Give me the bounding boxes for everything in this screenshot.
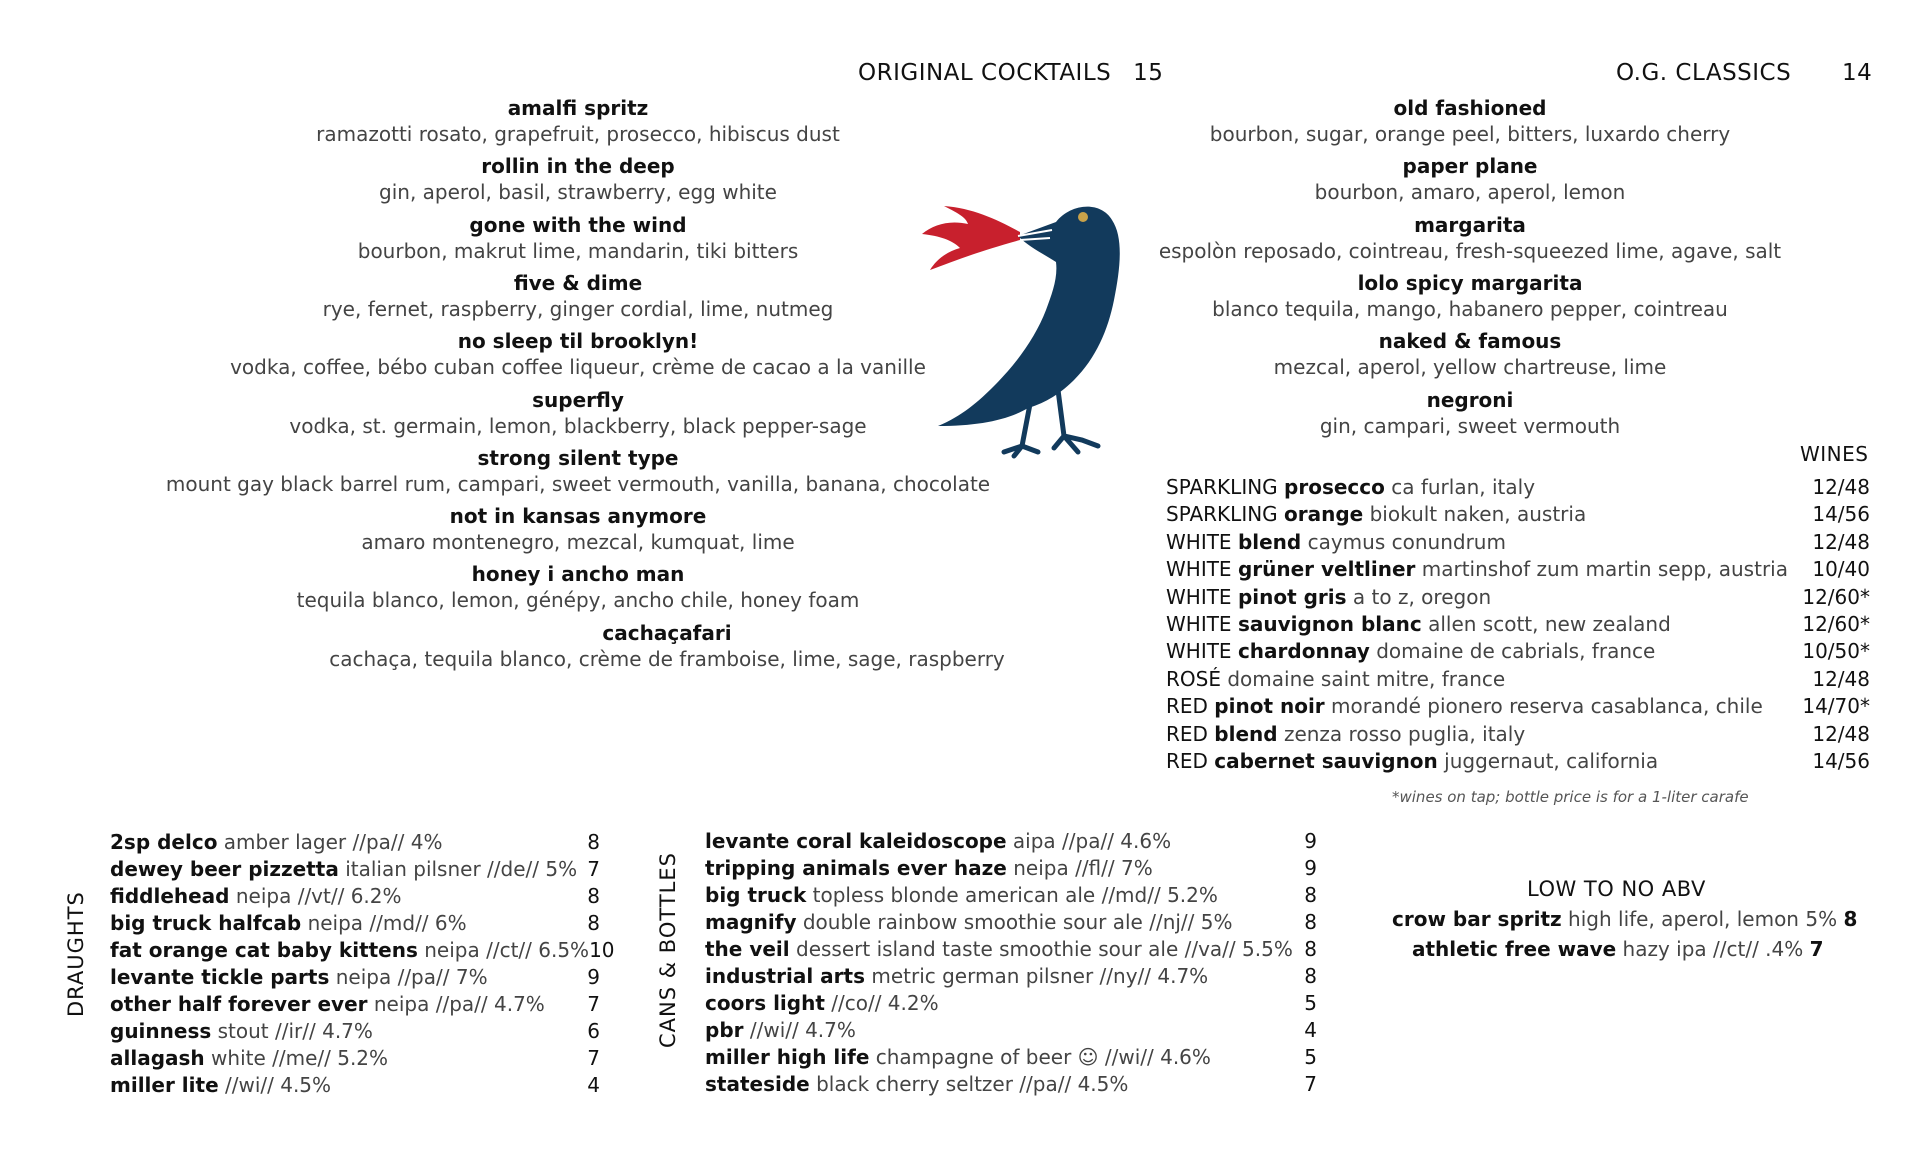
beer-price: 8 bbox=[587, 830, 600, 854]
beer-row bbox=[110, 964, 600, 991]
beer-price: 4 bbox=[1304, 1018, 1317, 1042]
wine-desc: juggernaut, california bbox=[1444, 748, 1659, 773]
wine-price: 10/50* bbox=[1802, 639, 1870, 664]
wine-text bbox=[1166, 584, 1491, 611]
cans-title: CANS & BOTTLES bbox=[656, 852, 680, 1048]
beer-desc: amber lager //pa// 4% bbox=[223, 830, 443, 854]
classic-item bbox=[1150, 387, 1790, 439]
wine-row bbox=[1166, 529, 1870, 556]
wine-desc: zenza rosso puglia, italy bbox=[1283, 721, 1526, 746]
beer-price: 8 bbox=[1304, 910, 1317, 934]
draught-list bbox=[110, 829, 615, 1099]
beer-price: 4 bbox=[587, 1073, 600, 1097]
beer-price: 9 bbox=[587, 965, 600, 989]
cocktail-item bbox=[130, 270, 1026, 322]
beer-price: 8 bbox=[587, 884, 600, 908]
classic-name: negroni bbox=[1426, 387, 1514, 412]
low-abv-price: 7 bbox=[1809, 937, 1824, 961]
cocktail-name: not in kansas anymore bbox=[449, 504, 707, 529]
wine-row bbox=[1166, 748, 1870, 775]
wine-desc: morandé pionero reserva casablanca, chile bbox=[1331, 694, 1763, 719]
wine-text bbox=[1166, 638, 1655, 665]
wine-text bbox=[1166, 529, 1506, 556]
wine-price: 14/70* bbox=[1802, 694, 1870, 719]
cocktail-name: strong silent type bbox=[477, 445, 679, 470]
wine-text bbox=[1166, 556, 1788, 583]
flame-icon bbox=[922, 206, 1020, 270]
wine-desc: ca furlan, italy bbox=[1391, 475, 1536, 499]
beer-text bbox=[110, 1018, 373, 1045]
beer-price: 10 bbox=[589, 938, 615, 962]
classic-desc: mezcal, aperol, yellow chartreuse, lime bbox=[1273, 355, 1667, 380]
wine-name: cabernet sauvignon bbox=[1214, 748, 1438, 773]
beer-row bbox=[705, 963, 1317, 990]
low-abv-row bbox=[1412, 937, 1824, 961]
beer-desc: double rainbow smoothie sour ale //nj// 5% bbox=[802, 910, 1233, 934]
wine-row bbox=[1166, 638, 1870, 665]
beer-price: 8 bbox=[1304, 964, 1317, 988]
beer-price: 9 bbox=[1304, 829, 1317, 853]
beer-name: levante coral kaleidoscope bbox=[705, 829, 1007, 853]
cocktail-item bbox=[130, 561, 1026, 613]
beer-name: levante tickle parts bbox=[110, 965, 330, 989]
wine-desc: biokult naken, austria bbox=[1369, 502, 1587, 527]
wine-desc: domaine de cabrials, france bbox=[1376, 639, 1656, 664]
cocktail-name: rollin in the deep bbox=[481, 154, 675, 179]
classic-name: naked & famous bbox=[1378, 329, 1562, 354]
beer-desc: neipa //fl// 7% bbox=[1013, 856, 1153, 880]
beer-name: other half forever ever bbox=[110, 992, 368, 1016]
crow-logo-icon bbox=[918, 190, 1128, 460]
cocktail-desc: vodka, st. germain, lemon, blackberry, black pepper-sage bbox=[289, 413, 867, 438]
wine-category: WHITE bbox=[1166, 557, 1232, 582]
wines-title: WINES bbox=[1800, 442, 1869, 466]
classic-item bbox=[1150, 95, 1790, 147]
beer-desc: italian pilsner //de// 5% bbox=[345, 857, 578, 881]
beer-row bbox=[110, 883, 600, 910]
beer-name: coors light bbox=[705, 991, 825, 1015]
beer-row bbox=[110, 856, 600, 883]
wine-price: 12/48 bbox=[1812, 475, 1870, 499]
wine-name: blend bbox=[1214, 721, 1278, 746]
beer-text bbox=[705, 1017, 856, 1044]
classic-desc: bourbon, sugar, orange peel, bitters, luxardo cherry bbox=[1209, 122, 1731, 146]
classic-item bbox=[1150, 270, 1790, 322]
wine-row bbox=[1166, 611, 1870, 638]
beer-text bbox=[110, 964, 488, 991]
beer-text bbox=[110, 1045, 388, 1072]
beer-price: 7 bbox=[587, 1046, 600, 1070]
beer-name: big truck halfcab bbox=[110, 911, 302, 935]
beer-name: stateside bbox=[705, 1072, 810, 1096]
cocktail-desc: tequila blanco, lemon, génépy, ancho chile, honey foam bbox=[296, 588, 860, 613]
beer-text bbox=[110, 856, 577, 883]
beer-text bbox=[705, 882, 1218, 909]
cocktail-name: amalfi spritz bbox=[507, 96, 649, 120]
beer-desc: white //me// 5.2% bbox=[211, 1046, 389, 1070]
wine-name: orange bbox=[1284, 502, 1364, 527]
classic-desc: gin, campari, sweet vermouth bbox=[1319, 413, 1621, 438]
beer-price: 8 bbox=[587, 911, 600, 935]
beer-text bbox=[705, 990, 939, 1017]
wine-row bbox=[1166, 474, 1870, 501]
wine-list bbox=[1166, 474, 1870, 775]
classic-name: old fashioned bbox=[1393, 96, 1547, 120]
beer-desc: topless blonde american ale //md// 5.2% bbox=[812, 883, 1218, 907]
beer-row bbox=[705, 1017, 1317, 1044]
wine-name: pinot noir bbox=[1214, 694, 1325, 719]
cans-list bbox=[705, 828, 1317, 1098]
beer-text bbox=[705, 936, 1293, 963]
beer-row bbox=[110, 991, 600, 1018]
beer-text bbox=[110, 1072, 331, 1099]
beer-text bbox=[705, 1044, 1211, 1071]
wine-price: 12/48 bbox=[1812, 666, 1870, 691]
classic-item bbox=[1150, 328, 1790, 380]
classic-item bbox=[1150, 212, 1790, 264]
cocktail-name: honey i ancho man bbox=[471, 562, 685, 587]
beer-text bbox=[705, 909, 1233, 936]
beer-desc: neipa //md// 6% bbox=[307, 911, 467, 935]
cocktails-title: ORIGINAL COCKTAILS bbox=[858, 60, 1112, 86]
classics-price: 14 bbox=[1842, 60, 1873, 86]
beer-text bbox=[705, 1071, 1128, 1098]
classic-desc: blanco tequila, mango, habanero pepper, cointreau bbox=[1212, 296, 1728, 321]
wine-row bbox=[1166, 666, 1870, 693]
beer-row bbox=[705, 936, 1317, 963]
beer-desc: aipa //pa// 4.6% bbox=[1012, 829, 1172, 853]
classics-title: O.G. CLASSICS bbox=[1616, 60, 1792, 86]
beer-name: fat orange cat baby kittens bbox=[110, 938, 418, 962]
beer-price: 7 bbox=[587, 992, 600, 1016]
wine-text bbox=[1166, 748, 1658, 775]
cocktail-item bbox=[130, 503, 1026, 555]
beer-desc: //wi// 4.5% bbox=[225, 1073, 332, 1097]
cocktail-name: cachaçafari bbox=[602, 620, 732, 645]
wine-desc: caymus conundrum bbox=[1307, 529, 1506, 554]
cocktail-desc: ramazotti rosato, grapefruit, prosecco, hibiscus dust bbox=[316, 122, 840, 146]
beer-desc: neipa //pa// 4.7% bbox=[373, 992, 545, 1016]
beer-name: allagash bbox=[110, 1046, 205, 1070]
classic-name: lolo spicy margarita bbox=[1357, 270, 1583, 295]
classic-name: paper plane bbox=[1402, 154, 1538, 179]
beer-row bbox=[705, 990, 1317, 1017]
beer-name: tripping animals ever haze bbox=[705, 856, 1007, 880]
beer-name: miller high life bbox=[705, 1045, 870, 1069]
beer-text bbox=[110, 910, 467, 937]
beer-name: dewey beer pizzetta bbox=[110, 857, 339, 881]
wine-desc: martinshof zum martin sepp, austria bbox=[1421, 557, 1788, 582]
beer-row bbox=[705, 1071, 1317, 1098]
cocktail-desc: amaro montenegro, mezcal, kumquat, lime bbox=[361, 530, 795, 555]
beer-text bbox=[110, 937, 589, 964]
wine-price: 12/48 bbox=[1812, 721, 1870, 746]
beer-price: 5 bbox=[1304, 1045, 1317, 1069]
low-abv-price: 8 bbox=[1843, 907, 1858, 931]
cocktail-desc: mount gay black barrel rum, campari, sweet vermouth, vanilla, banana, chocolate bbox=[165, 471, 991, 496]
wine-text bbox=[1166, 474, 1535, 501]
cocktail-name: five & dime bbox=[513, 270, 643, 295]
beer-name: pbr bbox=[705, 1018, 744, 1042]
wine-name: prosecco bbox=[1284, 475, 1385, 499]
low-abv-desc: hazy ipa //ct// .4% bbox=[1622, 937, 1804, 961]
beer-name: big truck bbox=[705, 883, 807, 907]
wine-row bbox=[1166, 556, 1870, 583]
wine-price: 14/56 bbox=[1812, 502, 1870, 527]
beer-price: 7 bbox=[1304, 1072, 1317, 1096]
wine-category: ROSÉ bbox=[1166, 666, 1221, 691]
beer-text bbox=[110, 991, 545, 1018]
cocktail-item bbox=[130, 620, 1204, 672]
wine-name: blend bbox=[1237, 529, 1302, 554]
wine-row bbox=[1166, 693, 1870, 720]
wine-price: 12/48 bbox=[1812, 529, 1870, 554]
beer-desc: stout //ir// 4.7% bbox=[217, 1019, 373, 1043]
low-abv-name: athletic free wave bbox=[1412, 937, 1617, 961]
low-abv-name: crow bar spritz bbox=[1392, 907, 1562, 931]
beer-text bbox=[705, 828, 1171, 855]
beer-name: the veil bbox=[705, 937, 790, 961]
beer-desc: neipa //pa// 7% bbox=[335, 965, 488, 989]
wine-row bbox=[1166, 584, 1870, 611]
beer-desc: neipa //vt// 6.2% bbox=[235, 884, 402, 908]
beer-desc: dessert island taste smoothie sour ale //va// 5.5% bbox=[796, 937, 1293, 961]
beer-row bbox=[110, 829, 600, 856]
wine-desc: a to z, oregon bbox=[1352, 584, 1492, 609]
cocktail-desc: cachaça, tequila blanco, crème de framboise, lime, sage, raspberry bbox=[329, 646, 1005, 671]
low-abv-desc: high life, aperol, lemon 5% bbox=[1568, 907, 1838, 931]
beer-name: magnify bbox=[705, 910, 797, 934]
cocktail-item bbox=[130, 95, 1026, 147]
wine-name: chardonnay bbox=[1237, 639, 1370, 664]
cocktail-desc: rye, fernet, raspberry, ginger cordial, lime, nutmeg bbox=[322, 296, 834, 321]
classic-item bbox=[1150, 153, 1790, 205]
wine-category: WHITE bbox=[1166, 611, 1232, 636]
wine-category: SPARKLING bbox=[1166, 475, 1278, 499]
cocktail-item bbox=[130, 153, 1026, 205]
wine-name: sauvignon blanc bbox=[1237, 611, 1422, 636]
cocktails-heading bbox=[858, 60, 1163, 86]
wine-text bbox=[1166, 721, 1525, 748]
wine-price: 10/40 bbox=[1812, 557, 1870, 582]
wine-text bbox=[1166, 693, 1763, 720]
beer-name: fiddlehead bbox=[110, 884, 230, 908]
beer-row bbox=[110, 1045, 600, 1072]
beer-desc: metric german pilsner //ny// 4.7% bbox=[871, 964, 1209, 988]
classic-desc: bourbon, amaro, aperol, lemon bbox=[1314, 180, 1626, 205]
wine-name: grüner veltliner bbox=[1237, 557, 1416, 582]
beer-price: 7 bbox=[587, 857, 600, 881]
low-abv-row bbox=[1392, 907, 1857, 931]
beer-name: industrial arts bbox=[705, 964, 865, 988]
wine-text bbox=[1166, 501, 1586, 528]
classic-desc: espolòn reposado, cointreau, fresh-squeezed lime, agave, salt bbox=[1158, 238, 1782, 263]
crow-eye-icon bbox=[1078, 212, 1088, 222]
cocktail-item bbox=[130, 387, 1026, 439]
beer-name: 2sp delco bbox=[110, 830, 218, 854]
cocktail-name: superfly bbox=[532, 387, 624, 412]
beer-row bbox=[705, 1044, 1317, 1071]
wine-desc: domaine saint mitre, france bbox=[1227, 666, 1506, 691]
beer-row bbox=[705, 828, 1317, 855]
wine-row bbox=[1166, 501, 1870, 528]
beer-name: miller lite bbox=[110, 1073, 219, 1097]
beer-desc: black cherry seltzer //pa// 4.5% bbox=[816, 1072, 1129, 1096]
wines-note: *wines on tap; bottle price is for a 1-liter carafe bbox=[1392, 788, 1749, 806]
cocktail-desc: gin, aperol, basil, strawberry, egg white bbox=[379, 180, 777, 205]
wine-text bbox=[1166, 611, 1671, 638]
wine-row bbox=[1166, 721, 1870, 748]
cocktail-name: no sleep til brooklyn! bbox=[457, 329, 699, 354]
beer-name: guinness bbox=[110, 1019, 212, 1043]
beer-row bbox=[110, 1018, 600, 1045]
beer-text bbox=[110, 829, 443, 856]
beer-desc: //co// 4.2% bbox=[831, 991, 939, 1015]
beer-price: 6 bbox=[587, 1019, 600, 1043]
classic-name: margarita bbox=[1414, 212, 1526, 237]
wine-category: WHITE bbox=[1166, 639, 1232, 664]
wine-text bbox=[1166, 666, 1505, 693]
beer-row bbox=[110, 937, 615, 964]
cocktail-desc: bourbon, makrut lime, mandarin, tiki bitters bbox=[357, 238, 799, 263]
beer-text bbox=[110, 883, 402, 910]
beer-row bbox=[110, 910, 600, 937]
beer-price: 5 bbox=[1304, 991, 1317, 1015]
beer-desc: champagne of beer ☺ //wi// 4.6% bbox=[875, 1045, 1211, 1069]
beer-row bbox=[705, 855, 1317, 882]
wine-category: SPARKLING bbox=[1166, 502, 1278, 527]
beer-text bbox=[705, 963, 1208, 990]
low-abv-title: LOW TO NO ABV bbox=[1527, 877, 1706, 901]
beer-row bbox=[705, 882, 1317, 909]
wine-price: 12/60* bbox=[1802, 611, 1870, 636]
beer-price: 8 bbox=[1304, 883, 1317, 907]
classics-list bbox=[1150, 95, 1790, 445]
wine-category: RED bbox=[1166, 748, 1208, 773]
cocktails-price: 15 bbox=[1133, 60, 1164, 86]
beer-price: 9 bbox=[1304, 856, 1317, 880]
draughts-title: DRAUGHTS bbox=[64, 891, 88, 1017]
beer-price: 8 bbox=[1304, 937, 1317, 961]
beer-desc: //wi// 4.7% bbox=[749, 1018, 856, 1042]
beer-text bbox=[705, 855, 1153, 882]
wine-desc: allen scott, new zealand bbox=[1428, 611, 1671, 636]
beer-row bbox=[705, 909, 1317, 936]
cocktail-item bbox=[130, 328, 1026, 380]
cocktail-item bbox=[130, 212, 1026, 264]
beer-desc: neipa //ct// 6.5% bbox=[424, 938, 590, 962]
wine-name: pinot gris bbox=[1237, 584, 1347, 609]
cocktail-desc: vodka, coffee, bébo cuban coffee liqueur, crème de cacao a la vanille bbox=[230, 355, 926, 380]
wine-category: WHITE bbox=[1166, 584, 1232, 609]
wine-category: RED bbox=[1166, 694, 1208, 719]
cocktail-name: gone with the wind bbox=[469, 212, 687, 237]
cocktail-list bbox=[130, 95, 1026, 695]
cocktail-item bbox=[130, 445, 1026, 497]
wine-category: WHITE bbox=[1166, 529, 1232, 554]
wine-price: 12/60* bbox=[1802, 584, 1870, 609]
beer-row bbox=[110, 1072, 600, 1099]
wine-category: RED bbox=[1166, 721, 1208, 746]
wine-price: 14/56 bbox=[1812, 748, 1870, 773]
